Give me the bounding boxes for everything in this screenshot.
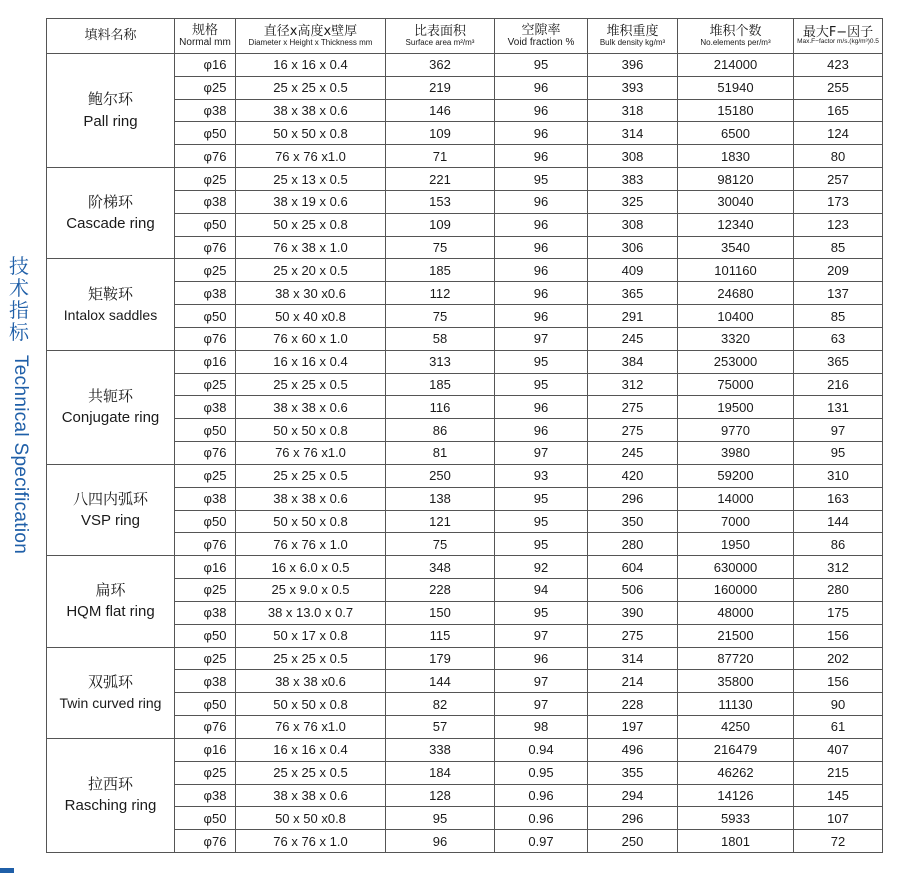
packing-name-en: Pall ring: [83, 112, 138, 130]
void-fraction-cell: 96: [495, 190, 588, 213]
bulk-density-cell: 365: [588, 282, 678, 305]
packing-name-en: HQM flat ring: [66, 603, 155, 621]
surface-area-cell: 75: [386, 236, 495, 259]
header-void-fraction: 空隙率 Void fraction %: [495, 19, 588, 54]
surface-area-cell: 115: [386, 624, 495, 647]
bulk-density-cell: 197: [588, 716, 678, 739]
bulk-density-cell: 420: [588, 464, 678, 487]
f-factor-cell: 61: [794, 716, 883, 739]
void-fraction-cell: 0.97: [495, 830, 588, 853]
dimensions-cell: 25 x 25 x 0.5: [236, 373, 386, 396]
void-fraction-cell: 95: [495, 487, 588, 510]
packing-name-zh: 扁环: [95, 580, 126, 599]
bulk-density-cell: 250: [588, 830, 678, 853]
side-char: 术: [9, 276, 29, 300]
surface-area-cell: 185: [386, 259, 495, 282]
size-cell: φ38: [175, 487, 236, 510]
bulk-density-cell: 275: [588, 419, 678, 442]
dimensions-cell: 76 x 76 x 1.0: [236, 830, 386, 853]
surface-area-cell: 144: [386, 670, 495, 693]
packing-type-cell: [47, 54, 175, 168]
void-fraction-cell: 93: [495, 464, 588, 487]
dimensions-cell: 76 x 60 x 1.0: [236, 327, 386, 350]
dimensions-cell: 50 x 40 x0.8: [236, 305, 386, 328]
dimensions-cell: 76 x 76 x 1.0: [236, 533, 386, 556]
dimensions-cell: 25 x 25 x 0.5: [236, 647, 386, 670]
packing-type-cell: [47, 738, 175, 852]
header-bulk-density: 堆积重度 Bulk density kg/m³: [588, 19, 678, 54]
elements-cell: 3320: [678, 327, 794, 350]
bulk-density-cell: 314: [588, 122, 678, 145]
bulk-density-cell: 306: [588, 236, 678, 259]
table-row: [47, 168, 883, 191]
packing-name-en: VSP ring: [81, 512, 140, 530]
packing-name-zh: 八四内弧环: [72, 489, 148, 508]
bulk-density-cell: 214: [588, 670, 678, 693]
elements-cell: 75000: [678, 373, 794, 396]
size-cell: φ16: [175, 556, 236, 579]
packing-type-cell: [47, 647, 175, 738]
bulk-density-cell: 291: [588, 305, 678, 328]
f-factor-cell: 107: [794, 807, 883, 830]
size-cell: φ38: [175, 282, 236, 305]
size-cell: φ38: [175, 396, 236, 419]
elements-cell: 14000: [678, 487, 794, 510]
surface-area-cell: 95: [386, 807, 495, 830]
void-fraction-cell: 92: [495, 556, 588, 579]
header-size: 规格 Normal mm: [175, 19, 236, 54]
dimensions-cell: 38 x 19 x 0.6: [236, 190, 386, 213]
dimensions-cell: 38 x 30 x0.6: [236, 282, 386, 305]
bulk-density-cell: 308: [588, 145, 678, 168]
surface-area-cell: 112: [386, 282, 495, 305]
f-factor-cell: 137: [794, 282, 883, 305]
header-dimensions: 直径x高度x壁厚 Diameter x Height x Thickness mm: [236, 19, 386, 54]
dimensions-cell: 25 x 13 x 0.5: [236, 168, 386, 191]
void-fraction-cell: 95: [495, 533, 588, 556]
f-factor-cell: 365: [794, 350, 883, 373]
void-fraction-cell: 0.96: [495, 784, 588, 807]
elements-cell: 1950: [678, 533, 794, 556]
dimensions-cell: 38 x 13.0 x 0.7: [236, 601, 386, 624]
surface-area-cell: 96: [386, 830, 495, 853]
packing-type-cell: [47, 168, 175, 259]
packing-name-en: Twin curved ring: [59, 695, 162, 712]
void-fraction-cell: 96: [495, 647, 588, 670]
f-factor-cell: 85: [794, 305, 883, 328]
surface-area-cell: 71: [386, 145, 495, 168]
size-cell: φ50: [175, 624, 236, 647]
dimensions-cell: 38 x 38 x0.6: [236, 670, 386, 693]
void-fraction-cell: 97: [495, 624, 588, 647]
elements-cell: 160000: [678, 579, 794, 602]
bulk-density-cell: 409: [588, 259, 678, 282]
surface-area-cell: 184: [386, 761, 495, 784]
f-factor-cell: 144: [794, 510, 883, 533]
size-cell: φ38: [175, 99, 236, 122]
bulk-density-cell: 396: [588, 54, 678, 77]
bulk-density-cell: 350: [588, 510, 678, 533]
surface-area-cell: 81: [386, 442, 495, 465]
elements-cell: 6500: [678, 122, 794, 145]
surface-area-cell: 146: [386, 99, 495, 122]
header-row: [47, 19, 883, 54]
bulk-density-cell: 296: [588, 487, 678, 510]
size-cell: φ25: [175, 76, 236, 99]
elements-cell: 630000: [678, 556, 794, 579]
elements-cell: 101160: [678, 259, 794, 282]
size-cell: φ25: [175, 464, 236, 487]
size-cell: φ25: [175, 761, 236, 784]
surface-area-cell: 75: [386, 533, 495, 556]
bulk-density-cell: 390: [588, 601, 678, 624]
size-cell: φ76: [175, 716, 236, 739]
f-factor-cell: 280: [794, 579, 883, 602]
bulk-density-cell: 314: [588, 647, 678, 670]
elements-cell: 216479: [678, 738, 794, 761]
side-char: 技: [9, 254, 29, 278]
packing-name-zh: 双弧环: [87, 672, 133, 691]
surface-area-cell: 82: [386, 693, 495, 716]
void-fraction-cell: 96: [495, 76, 588, 99]
dimensions-cell: 76 x 76 x1.0: [236, 716, 386, 739]
void-fraction-cell: 96: [495, 419, 588, 442]
dimensions-cell: 50 x 17 x 0.8: [236, 624, 386, 647]
elements-cell: 4250: [678, 716, 794, 739]
packing-name-zh: 阶梯环: [87, 192, 133, 211]
dimensions-cell: 76 x 76 x1.0: [236, 145, 386, 168]
void-fraction-cell: 0.94: [495, 738, 588, 761]
table-row: [47, 464, 883, 487]
dimensions-cell: 16 x 16 x 0.4: [236, 54, 386, 77]
bulk-density-cell: 604: [588, 556, 678, 579]
bulk-density-cell: 275: [588, 396, 678, 419]
size-cell: φ25: [175, 259, 236, 282]
elements-cell: 10400: [678, 305, 794, 328]
elements-cell: 35800: [678, 670, 794, 693]
f-factor-cell: 86: [794, 533, 883, 556]
void-fraction-cell: 98: [495, 716, 588, 739]
dimensions-cell: 25 x 25 x 0.5: [236, 76, 386, 99]
f-factor-cell: 407: [794, 738, 883, 761]
f-factor-cell: 124: [794, 122, 883, 145]
elements-cell: 15180: [678, 99, 794, 122]
f-factor-cell: 145: [794, 784, 883, 807]
void-fraction-cell: 95: [495, 601, 588, 624]
side-char: 指: [9, 298, 29, 322]
packing-type-cell: [47, 259, 175, 350]
dimensions-cell: 16 x 16 x 0.4: [236, 738, 386, 761]
dimensions-cell: 50 x 50 x0.8: [236, 807, 386, 830]
bulk-density-cell: 245: [588, 327, 678, 350]
bulk-density-cell: 384: [588, 350, 678, 373]
bulk-density-cell: 506: [588, 579, 678, 602]
elements-cell: 87720: [678, 647, 794, 670]
surface-area-cell: 348: [386, 556, 495, 579]
elements-cell: 5933: [678, 807, 794, 830]
size-cell: φ16: [175, 54, 236, 77]
surface-area-cell: 121: [386, 510, 495, 533]
bulk-density-cell: 294: [588, 784, 678, 807]
surface-area-cell: 338: [386, 738, 495, 761]
side-char: 标: [9, 320, 29, 344]
size-cell: φ76: [175, 442, 236, 465]
dimensions-cell: 16 x 16 x 0.4: [236, 350, 386, 373]
header-f-factor: 最大F−因子 Max.F−factor m/s.(kg/m³)0.5: [794, 19, 883, 54]
packing-type-cell: [47, 350, 175, 464]
void-fraction-cell: 97: [495, 693, 588, 716]
elements-cell: 11130: [678, 693, 794, 716]
elements-cell: 30040: [678, 190, 794, 213]
packing-name-en: Cascade ring: [66, 215, 155, 233]
size-cell: φ50: [175, 419, 236, 442]
surface-area-cell: 57: [386, 716, 495, 739]
size-cell: φ50: [175, 213, 236, 236]
f-factor-cell: 80: [794, 145, 883, 168]
surface-area-cell: 179: [386, 647, 495, 670]
side-label-english: Technical Specification: [10, 355, 31, 555]
f-factor-cell: 165: [794, 99, 883, 122]
size-cell: φ16: [175, 738, 236, 761]
dimensions-cell: 50 x 50 x 0.8: [236, 510, 386, 533]
f-factor-cell: 257: [794, 168, 883, 191]
table-row: [47, 556, 883, 579]
f-factor-cell: 90: [794, 693, 883, 716]
void-fraction-cell: 96: [495, 236, 588, 259]
dimensions-cell: 76 x 38 x 1.0: [236, 236, 386, 259]
packing-name-zh: 鲍尔环: [87, 90, 133, 109]
f-factor-cell: 173: [794, 190, 883, 213]
f-factor-cell: 95: [794, 442, 883, 465]
size-cell: φ38: [175, 190, 236, 213]
surface-area-cell: 86: [386, 419, 495, 442]
dimensions-cell: 16 x 6.0 x 0.5: [236, 556, 386, 579]
f-factor-cell: 175: [794, 601, 883, 624]
f-factor-cell: 209: [794, 259, 883, 282]
dimensions-cell: 25 x 25 x 0.5: [236, 761, 386, 784]
surface-area-cell: 185: [386, 373, 495, 396]
f-factor-cell: 312: [794, 556, 883, 579]
packing-name-en: Rasching ring: [64, 797, 157, 815]
bulk-density-cell: 318: [588, 99, 678, 122]
size-cell: φ76: [175, 533, 236, 556]
f-factor-cell: 215: [794, 761, 883, 784]
elements-cell: 253000: [678, 350, 794, 373]
surface-area-cell: 150: [386, 601, 495, 624]
dimensions-cell: 38 x 38 x 0.6: [236, 99, 386, 122]
f-factor-cell: 216: [794, 373, 883, 396]
elements-cell: 7000: [678, 510, 794, 533]
spec-table: [46, 18, 883, 853]
size-cell: φ25: [175, 373, 236, 396]
f-factor-cell: 202: [794, 647, 883, 670]
table-row: [47, 647, 883, 670]
dimensions-cell: 38 x 38 x 0.6: [236, 396, 386, 419]
size-cell: φ50: [175, 510, 236, 533]
surface-area-cell: 128: [386, 784, 495, 807]
size-cell: φ38: [175, 784, 236, 807]
f-factor-cell: 310: [794, 464, 883, 487]
f-factor-cell: 163: [794, 487, 883, 510]
side-label-chinese: [6, 255, 32, 343]
void-fraction-cell: 96: [495, 305, 588, 328]
packing-name-en: Intalox saddles: [63, 307, 158, 324]
side-label: [2, 255, 36, 585]
size-cell: φ50: [175, 807, 236, 830]
elements-cell: 1801: [678, 830, 794, 853]
dimensions-cell: 25 x 25 x 0.5: [236, 464, 386, 487]
bulk-density-cell: 312: [588, 373, 678, 396]
dimensions-cell: 25 x 9.0 x 0.5: [236, 579, 386, 602]
elements-cell: 24680: [678, 282, 794, 305]
f-factor-cell: 97: [794, 419, 883, 442]
elements-cell: 48000: [678, 601, 794, 624]
f-factor-cell: 123: [794, 213, 883, 236]
size-cell: φ76: [175, 236, 236, 259]
void-fraction-cell: 95: [495, 54, 588, 77]
packing-name-zh: 矩鞍环: [87, 284, 133, 303]
void-fraction-cell: 95: [495, 350, 588, 373]
surface-area-cell: 221: [386, 168, 495, 191]
packing-name-en: Conjugate ring: [61, 409, 160, 427]
dimensions-cell: 50 x 25 x 0.8: [236, 213, 386, 236]
f-factor-cell: 131: [794, 396, 883, 419]
elements-cell: 51940: [678, 76, 794, 99]
size-cell: φ76: [175, 327, 236, 350]
surface-area-cell: 75: [386, 305, 495, 328]
void-fraction-cell: 97: [495, 442, 588, 465]
size-cell: φ50: [175, 122, 236, 145]
size-cell: φ25: [175, 647, 236, 670]
bulk-density-cell: 383: [588, 168, 678, 191]
corner-mark: [0, 868, 14, 873]
void-fraction-cell: 94: [495, 579, 588, 602]
f-factor-cell: 423: [794, 54, 883, 77]
spec-body: [47, 54, 883, 853]
bulk-density-cell: 228: [588, 693, 678, 716]
bulk-density-cell: 275: [588, 624, 678, 647]
header-packing-name: 填料名称: [47, 19, 175, 54]
void-fraction-cell: 96: [495, 213, 588, 236]
dimensions-cell: 38 x 38 x 0.6: [236, 784, 386, 807]
header-elements: 堆积个数 No.elements per/m³: [678, 19, 794, 54]
packing-name-zh: 共轭环: [87, 386, 133, 405]
surface-area-cell: 219: [386, 76, 495, 99]
void-fraction-cell: 0.95: [495, 761, 588, 784]
packing-type-cell: [47, 464, 175, 555]
dimensions-cell: 76 x 76 x1.0: [236, 442, 386, 465]
packing-type-cell: [47, 556, 175, 647]
bulk-density-cell: 355: [588, 761, 678, 784]
void-fraction-cell: 96: [495, 259, 588, 282]
elements-cell: 3540: [678, 236, 794, 259]
size-cell: φ50: [175, 693, 236, 716]
void-fraction-cell: 95: [495, 510, 588, 533]
void-fraction-cell: 0.96: [495, 807, 588, 830]
size-cell: φ25: [175, 579, 236, 602]
dimensions-cell: 50 x 50 x 0.8: [236, 419, 386, 442]
dimensions-cell: 38 x 38 x 0.6: [236, 487, 386, 510]
void-fraction-cell: 96: [495, 99, 588, 122]
void-fraction-cell: 95: [495, 168, 588, 191]
bulk-density-cell: 325: [588, 190, 678, 213]
f-factor-cell: 255: [794, 76, 883, 99]
size-cell: φ38: [175, 601, 236, 624]
elements-cell: 46262: [678, 761, 794, 784]
f-factor-cell: 156: [794, 624, 883, 647]
bulk-density-cell: 296: [588, 807, 678, 830]
elements-cell: 21500: [678, 624, 794, 647]
f-factor-cell: 72: [794, 830, 883, 853]
elements-cell: 12340: [678, 213, 794, 236]
dimensions-cell: 50 x 50 x 0.8: [236, 122, 386, 145]
bulk-density-cell: 393: [588, 76, 678, 99]
size-cell: φ38: [175, 670, 236, 693]
f-factor-cell: 63: [794, 327, 883, 350]
bulk-density-cell: 280: [588, 533, 678, 556]
void-fraction-cell: 97: [495, 327, 588, 350]
void-fraction-cell: 96: [495, 145, 588, 168]
bulk-density-cell: 245: [588, 442, 678, 465]
void-fraction-cell: 96: [495, 122, 588, 145]
surface-area-cell: 362: [386, 54, 495, 77]
size-cell: φ76: [175, 830, 236, 853]
bulk-density-cell: 308: [588, 213, 678, 236]
surface-area-cell: 153: [386, 190, 495, 213]
surface-area-cell: 228: [386, 579, 495, 602]
elements-cell: 19500: [678, 396, 794, 419]
surface-area-cell: 138: [386, 487, 495, 510]
table-row: [47, 350, 883, 373]
f-factor-cell: 85: [794, 236, 883, 259]
header-surface-area: 比表面积 Surface area m²/m³: [386, 19, 495, 54]
surface-area-cell: 109: [386, 122, 495, 145]
size-cell: φ25: [175, 168, 236, 191]
surface-area-cell: 116: [386, 396, 495, 419]
dimensions-cell: 25 x 20 x 0.5: [236, 259, 386, 282]
elements-cell: 9770: [678, 419, 794, 442]
surface-area-cell: 109: [386, 213, 495, 236]
void-fraction-cell: 95: [495, 373, 588, 396]
size-cell: φ50: [175, 305, 236, 328]
f-factor-cell: 156: [794, 670, 883, 693]
surface-area-cell: 58: [386, 327, 495, 350]
table-row: [47, 54, 883, 77]
dimensions-cell: 50 x 50 x 0.8: [236, 693, 386, 716]
elements-cell: 214000: [678, 54, 794, 77]
void-fraction-cell: 96: [495, 396, 588, 419]
bulk-density-cell: 496: [588, 738, 678, 761]
size-cell: φ16: [175, 350, 236, 373]
elements-cell: 14126: [678, 784, 794, 807]
surface-area-cell: 250: [386, 464, 495, 487]
elements-cell: 59200: [678, 464, 794, 487]
surface-area-cell: 313: [386, 350, 495, 373]
elements-cell: 1830: [678, 145, 794, 168]
table-row: [47, 738, 883, 761]
elements-cell: 3980: [678, 442, 794, 465]
size-cell: φ76: [175, 145, 236, 168]
packing-name-zh: 拉西环: [87, 774, 133, 793]
elements-cell: 98120: [678, 168, 794, 191]
table-row: [47, 259, 883, 282]
void-fraction-cell: 96: [495, 282, 588, 305]
void-fraction-cell: 97: [495, 670, 588, 693]
